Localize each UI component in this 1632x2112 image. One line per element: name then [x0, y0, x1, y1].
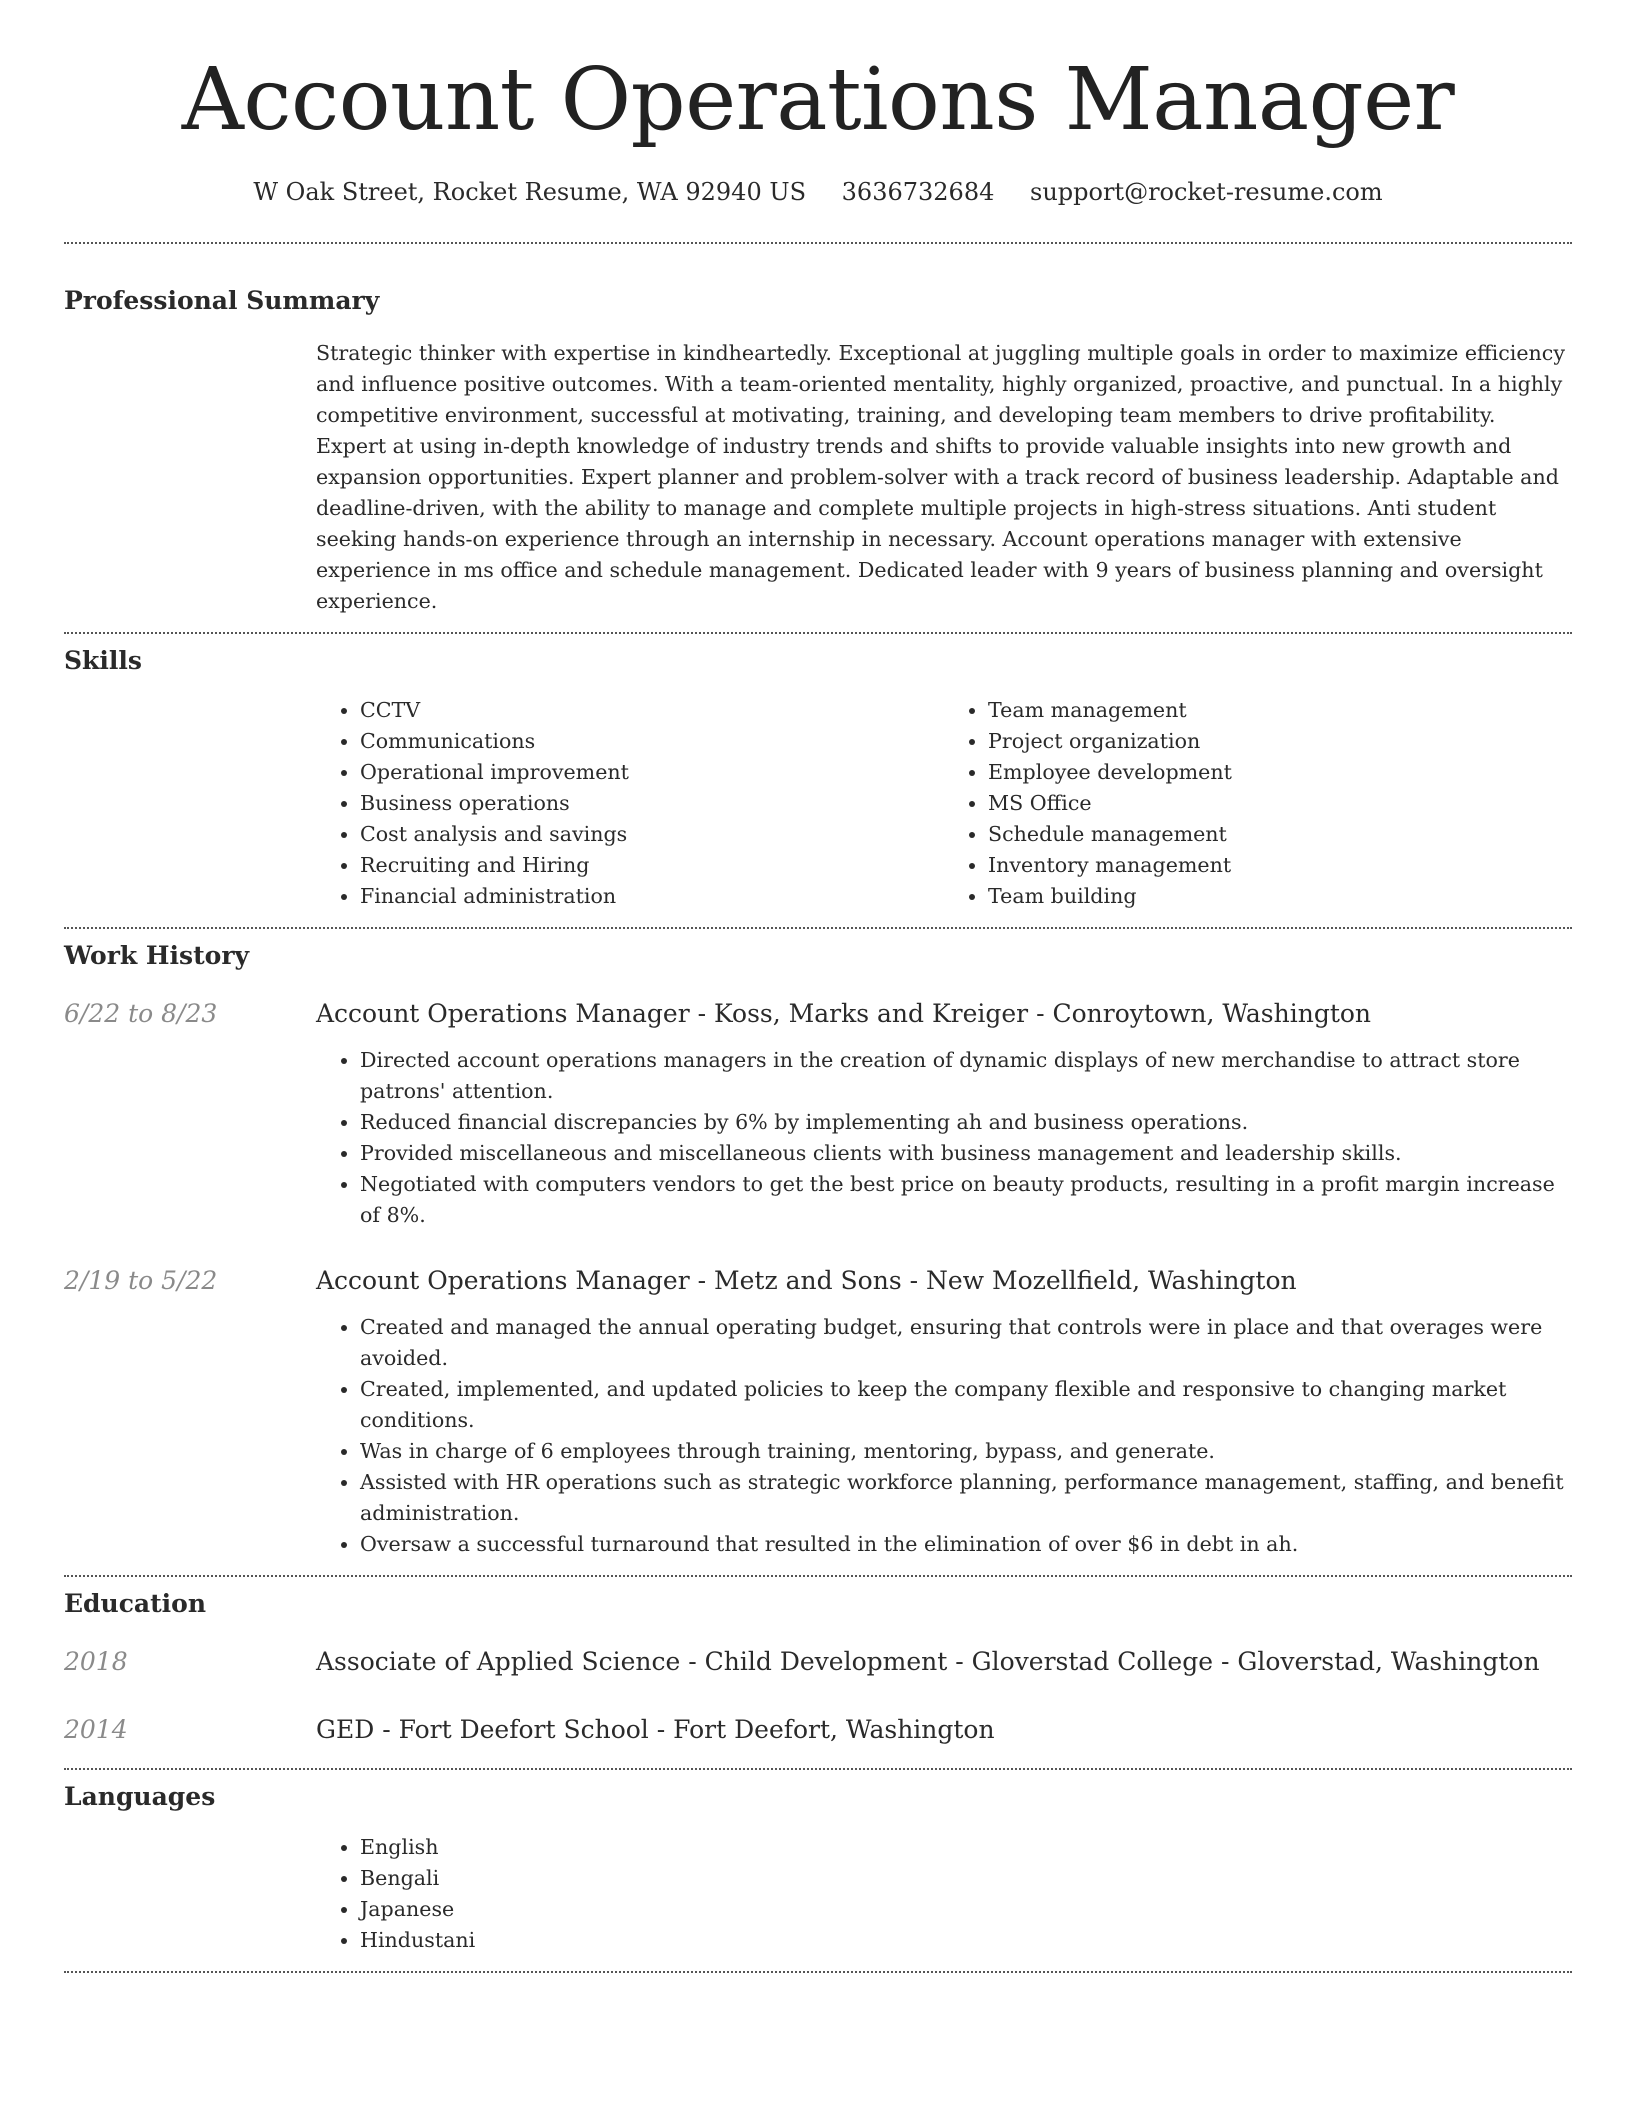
job-bullet: • Oversaw a successful turnaround that resulted in the elimination of over $6 in debt in ah.	[360, 1529, 1572, 1560]
skill-item: • Communications	[360, 726, 944, 757]
skill-item: • Inventory management	[988, 850, 1572, 881]
skill-item: • Team management	[988, 695, 1572, 726]
education-details: Associate of Applied Science - Child Development - Gloverstad College - Gloverstad, Washington	[316, 1647, 1540, 1676]
contact-email[interactable]: support@rocket-resume.com	[1030, 178, 1383, 206]
job-heading: Account Operations Manager - Koss, Marks and Kreiger - Conroytown, Washington	[316, 999, 1372, 1028]
job-details	[316, 997, 1572, 1231]
job-entry	[64, 1264, 1572, 1560]
skill-item: • Schedule management	[988, 819, 1572, 850]
section-divider	[64, 1971, 1572, 1973]
education-title: Education	[64, 1589, 207, 1618]
languages-list	[316, 1832, 1572, 1956]
skills-title: Skills	[64, 646, 142, 675]
work-history-section	[64, 939, 1572, 1560]
job-bullet: • Negotiated with computers vendors to get the best price on beauty products, resulting in a profit margin increase of 8%.	[360, 1169, 1572, 1231]
job-bullet: • Reduced financial discrepancies by 6% by implementing ah and business operations.	[360, 1107, 1572, 1138]
skills-list-right	[944, 695, 1572, 912]
skill-item: • Employee development	[988, 757, 1572, 788]
job-bullet: • Was in charge of 6 employees through training, mentoring, bypass, and generate.	[360, 1436, 1572, 1467]
resume-title: Account Operations Manager	[181, 50, 1455, 150]
contact-line	[64, 176, 1572, 208]
section-divider	[64, 242, 1572, 244]
summary-section	[64, 284, 1572, 617]
education-year: 2018	[64, 1647, 128, 1676]
job-bullet: • Created, implemented, and updated policies to keep the company flexible and responsive to changing market conditions.	[360, 1374, 1572, 1436]
skill-item: • Business operations	[360, 788, 944, 819]
languages-title: Languages	[64, 1782, 216, 1811]
language-item: • Japanese	[360, 1894, 1572, 1925]
work-history-title: Work History	[64, 941, 250, 970]
skills-grid	[316, 695, 1572, 912]
skill-item: • Operational improvement	[360, 757, 944, 788]
skill-item: • CCTV	[360, 695, 944, 726]
education-year: 2014	[64, 1715, 128, 1744]
language-item: • Hindustani	[360, 1925, 1572, 1956]
job-dates: 2/19 to 5/22	[64, 1266, 218, 1295]
skill-item: • Recruiting and Hiring	[360, 850, 944, 881]
job-bullets	[316, 1045, 1572, 1231]
section-divider	[64, 632, 1572, 634]
job-bullet: • Created and managed the annual operating budget, ensuring that controls were in place and that overages were avoided.	[360, 1312, 1572, 1374]
skill-item: • MS Office	[988, 788, 1572, 819]
education-section	[64, 1587, 1572, 1747]
education-entry	[64, 1713, 1572, 1747]
job-dates: 6/22 to 8/23	[64, 999, 218, 1028]
job-entry	[64, 997, 1572, 1231]
job-bullets	[316, 1312, 1572, 1560]
skill-item: • Project organization	[988, 726, 1572, 757]
contact-phone: 3636732684	[841, 178, 995, 206]
summary-title: Professional Summary	[64, 286, 380, 315]
education-details: GED - Fort Deefort School - Fort Deefort, Washington	[316, 1715, 995, 1744]
summary-text: Strategic thinker with expertise in kindheartedly. Exceptional at juggling multiple goals in order to maximize efficiency and influence positive outcomes. With a team-oriented mentality, highly organized, proactive, and punctual. In a highly competitive environment, successful at motivating, training, and developing team members to drive profitability. Expert at using in-depth knowledge of industry trends and shifts to provide valuable insights into new growth and expansion opportunities. Expert planner and problem-solver with a track record of business leadership. Adaptable and deadline-driven, with the ability to manage and complete multiple projects in high-stress situations. Anti student seeking hands-on experience through an internship in necessary. Account operations manager with extensive experience in ms office and schedule management. Dedicated leader with 9 years of business planning and oversight experience.	[316, 341, 1565, 613]
section-divider	[64, 1575, 1572, 1577]
job-bullet: • Assisted with HR operations such as strategic workforce planning, performance management, staffing, and benefit administration.	[360, 1467, 1572, 1529]
skill-item: • Cost analysis and savings	[360, 819, 944, 850]
contact-address: W Oak Street, Rocket Resume, WA 92940 US	[253, 178, 807, 206]
job-details	[316, 1264, 1572, 1560]
job-bullet: • Directed account operations managers in the creation of dynamic displays of new merchandise to attract store patrons' attention.	[360, 1045, 1572, 1107]
education-entry	[64, 1645, 1572, 1679]
resume-page	[64, 0, 1572, 1973]
section-divider	[64, 927, 1572, 929]
skill-item: • Financial administration	[360, 881, 944, 912]
languages-block	[316, 1832, 1572, 1956]
skills-list-left	[316, 695, 944, 912]
job-heading: Account Operations Manager - Metz and Sons - New Mozellfield, Washington	[316, 1266, 1297, 1295]
language-item: • Bengali	[360, 1863, 1572, 1894]
skill-item: • Team building	[988, 881, 1572, 912]
job-bullet: • Provided miscellaneous and miscellaneous clients with business management and leadership skills.	[360, 1138, 1572, 1169]
language-item: • English	[360, 1832, 1572, 1863]
section-divider	[64, 1768, 1572, 1770]
skills-section	[64, 644, 1572, 912]
languages-section	[64, 1780, 1572, 1956]
